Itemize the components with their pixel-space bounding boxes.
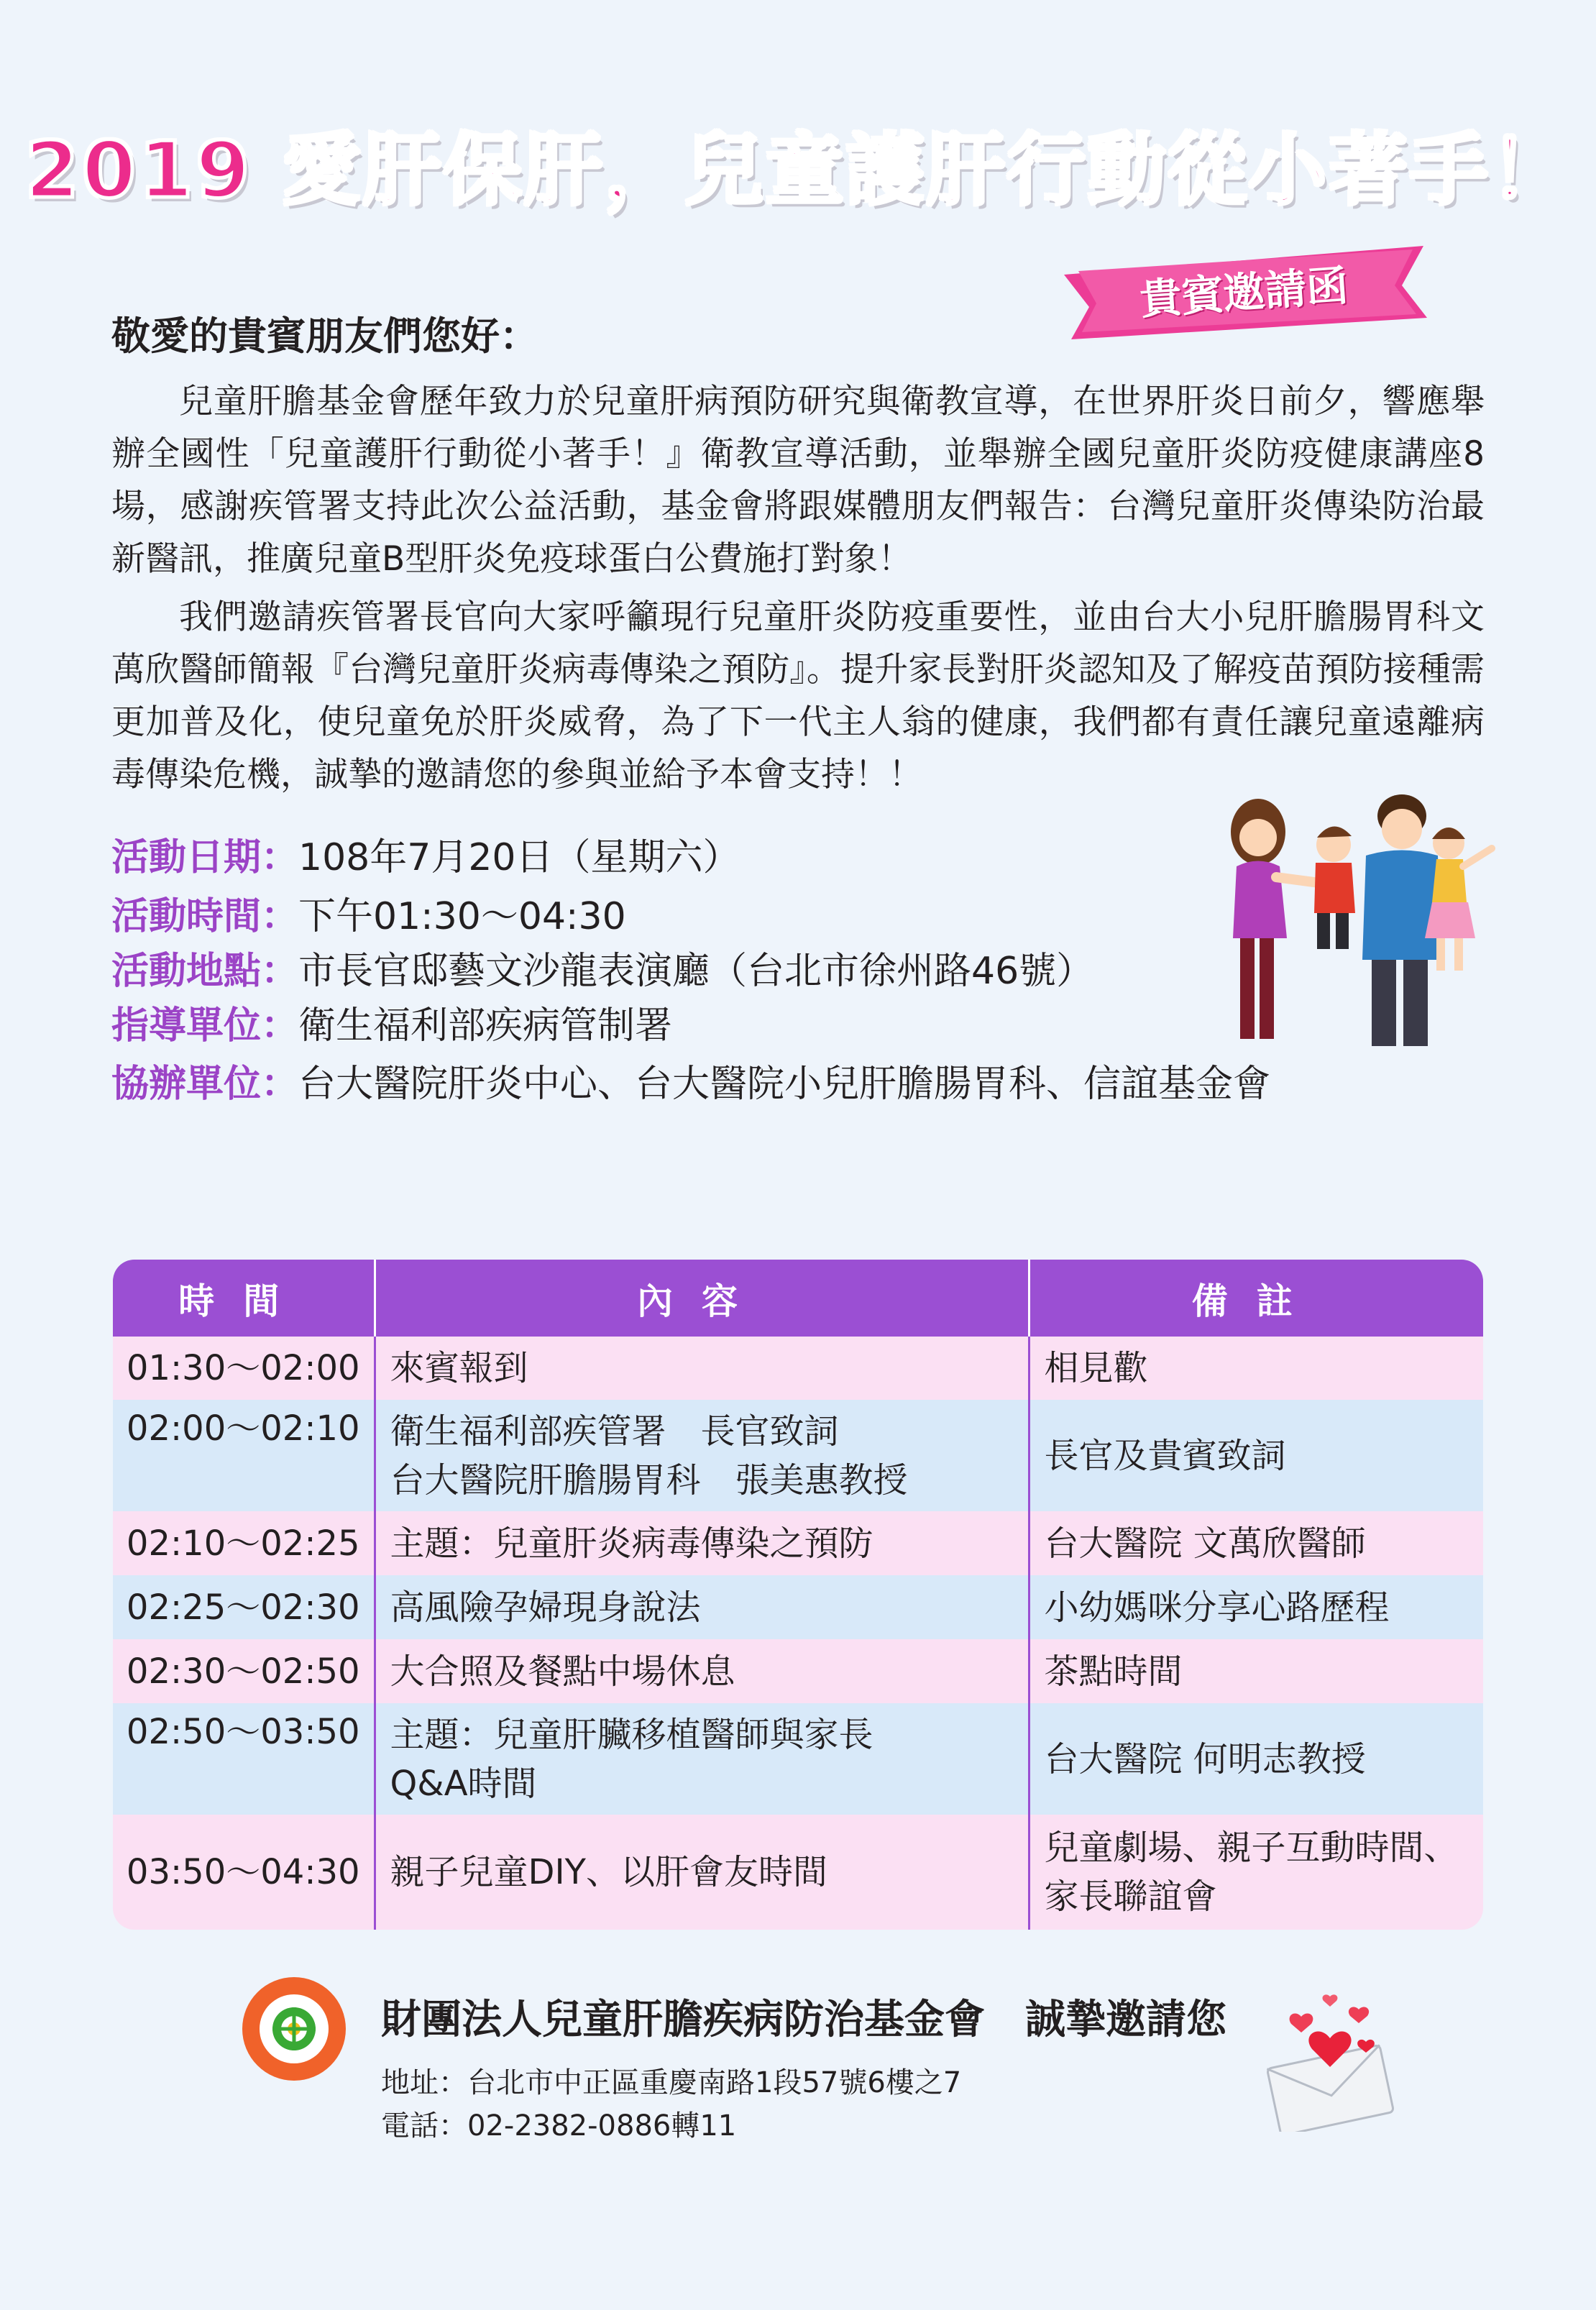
content-line: 大合照及餐點中場休息 [390,1651,735,1692]
row-content [375,1337,1029,1400]
schedule-table [113,1260,1483,1930]
content-line: 來賓報到 [390,1348,528,1388]
row-time: 02:30～02:50 [113,1639,375,1703]
info-co-organizer [111,1057,1270,1112]
row-note [1029,1337,1483,1400]
content-line: 主題：兒童肝炎病毒傳染之預防 [390,1523,873,1564]
row-content [375,1703,1029,1815]
ribbon-label: 貴賓邀請函 [1138,260,1350,325]
heart-envelope-icon [1258,1988,1402,2132]
phone: 電話：02-2382-0886轉11 [381,2109,737,2142]
foundation-logo [240,1975,348,2083]
row-time: 02:00～02:10 [113,1400,375,1511]
header-content: 內容 [375,1260,1029,1337]
intro-paragraph-1: 兒童肝膽基金會歷年致力於兒童肝病預防研究與衛教宣導，在世界肝炎日前夕，響應舉辦全國性「兒童護肝行動從小著手！』衛教宣導活動，並舉辦全國兒童肝炎防疫健康講座8場，感謝疾管署支持此次公益活動，基金會將跟媒體朋友們報告：台灣兒童肝炎傳染防治最新醫訊，推廣兒童B型肝炎免疫球蛋白公費施打對象！ [111,382,1485,579]
row-time: 02:50～03:50 [113,1703,375,1815]
family-illustration [1208,794,1495,1053]
info-label: 活動地點： [111,950,299,993]
note-line: 相見歡 [1044,1348,1148,1388]
content-line: 台大醫院肝膽腸胃科 張美惠教授 [390,1459,908,1500]
row-time: 02:10～02:25 [113,1511,375,1575]
table-row [113,1703,1483,1815]
table-row [113,1337,1483,1400]
row-content [375,1400,1029,1511]
header-note: 備註 [1029,1260,1483,1337]
table-row [113,1511,1483,1575]
content-line: 衛生福利部疾管署 長官致詞 [390,1411,839,1452]
info-label: 指導單位： [111,1004,299,1048]
row-note [1029,1400,1483,1511]
info-value: 衛生福利部疾病管制署 [298,1004,673,1048]
note-line: 台大醫院 文萬欣醫師 [1044,1523,1366,1564]
info-label: 協辦單位： [111,1063,299,1106]
address: 地址：台北市中正區重慶南路1段57號6樓之7 [381,2066,962,2099]
row-note [1029,1511,1483,1575]
info-time [111,889,626,944]
info-date [111,830,740,885]
note-line: 長官及貴賓致詞 [1044,1435,1286,1476]
note-line: 台大醫院 何明志教授 [1044,1738,1366,1779]
info-label: 活動時間： [111,895,299,938]
row-time: 01:30～02:00 [113,1337,375,1400]
row-content [375,1511,1029,1575]
note-line: 小幼媽咪分享心路歷程 [1044,1587,1390,1628]
table-row [113,1400,1483,1511]
row-content [375,1639,1029,1703]
table-row [113,1815,1483,1930]
intro-paragraph-2: 我們邀請疾管署長官向大家呼籲現行兒童肝炎防疫重要性，並由台大小兒肝膽腸胃科文萬欣醫師簡報『台灣兒童肝炎病毒傳染之預防』。提升家長對肝炎認知及了解疫苗預防接種需更加普及化，使兒童免於肝炎威脅，為了下一代主人翁的健康，我們都有責任讓兒童遠離病毒傳染危機，誠摯的邀請您的參與並給予本會支持！！ [111,597,1485,794]
info-label: 活動日期： [111,836,299,879]
info-value: 下午01:30～04:30 [298,895,626,938]
info-supervisor [111,999,672,1053]
row-content [375,1575,1029,1639]
row-note [1029,1703,1483,1815]
info-value: 市長官邸藝文沙龍表演廳（台北市徐州路46號） [298,950,1094,993]
note-line: 茶點時間 [1044,1651,1183,1692]
organizer-line: 財團法人兒童肝膽疾病防治基金會 誠摯邀請您 [381,1997,1226,2043]
content-line: Q&A時間 [390,1763,537,1804]
content-line: 親子兒童DIY、以肝會友時間 [390,1852,827,1892]
row-time: 03:50～04:30 [113,1815,375,1930]
row-note [1029,1639,1483,1703]
note-line: 兒童劇場、親子互動時間、 [1044,1828,1459,1868]
info-venue [111,944,1093,999]
invitation-ribbon [1057,246,1431,339]
content-line: 高風險孕婦現身說法 [390,1587,701,1628]
table-row [113,1575,1483,1639]
content-line: 主題：兒童肝臟移植醫師與家長 [390,1714,873,1755]
table-header-row [113,1260,1483,1337]
row-note [1029,1575,1483,1639]
greeting: 敬愛的貴賓朋友們您好： [111,313,538,359]
info-value: 台大醫院肝炎中心、台大醫院小兒肝膽腸胃科、信誼基金會 [298,1063,1271,1106]
note-line: 家長聯誼會 [1044,1876,1217,1917]
row-content [375,1815,1029,1930]
table-row [113,1639,1483,1703]
header-time: 時間 [113,1260,375,1337]
row-time: 02:25～02:30 [113,1575,375,1639]
page-title: 2019 愛肝保肝，兒童護肝行動從小著手！ [24,126,1572,216]
info-value: 108年7月20日（星期六） [298,836,740,879]
row-note [1029,1815,1483,1930]
